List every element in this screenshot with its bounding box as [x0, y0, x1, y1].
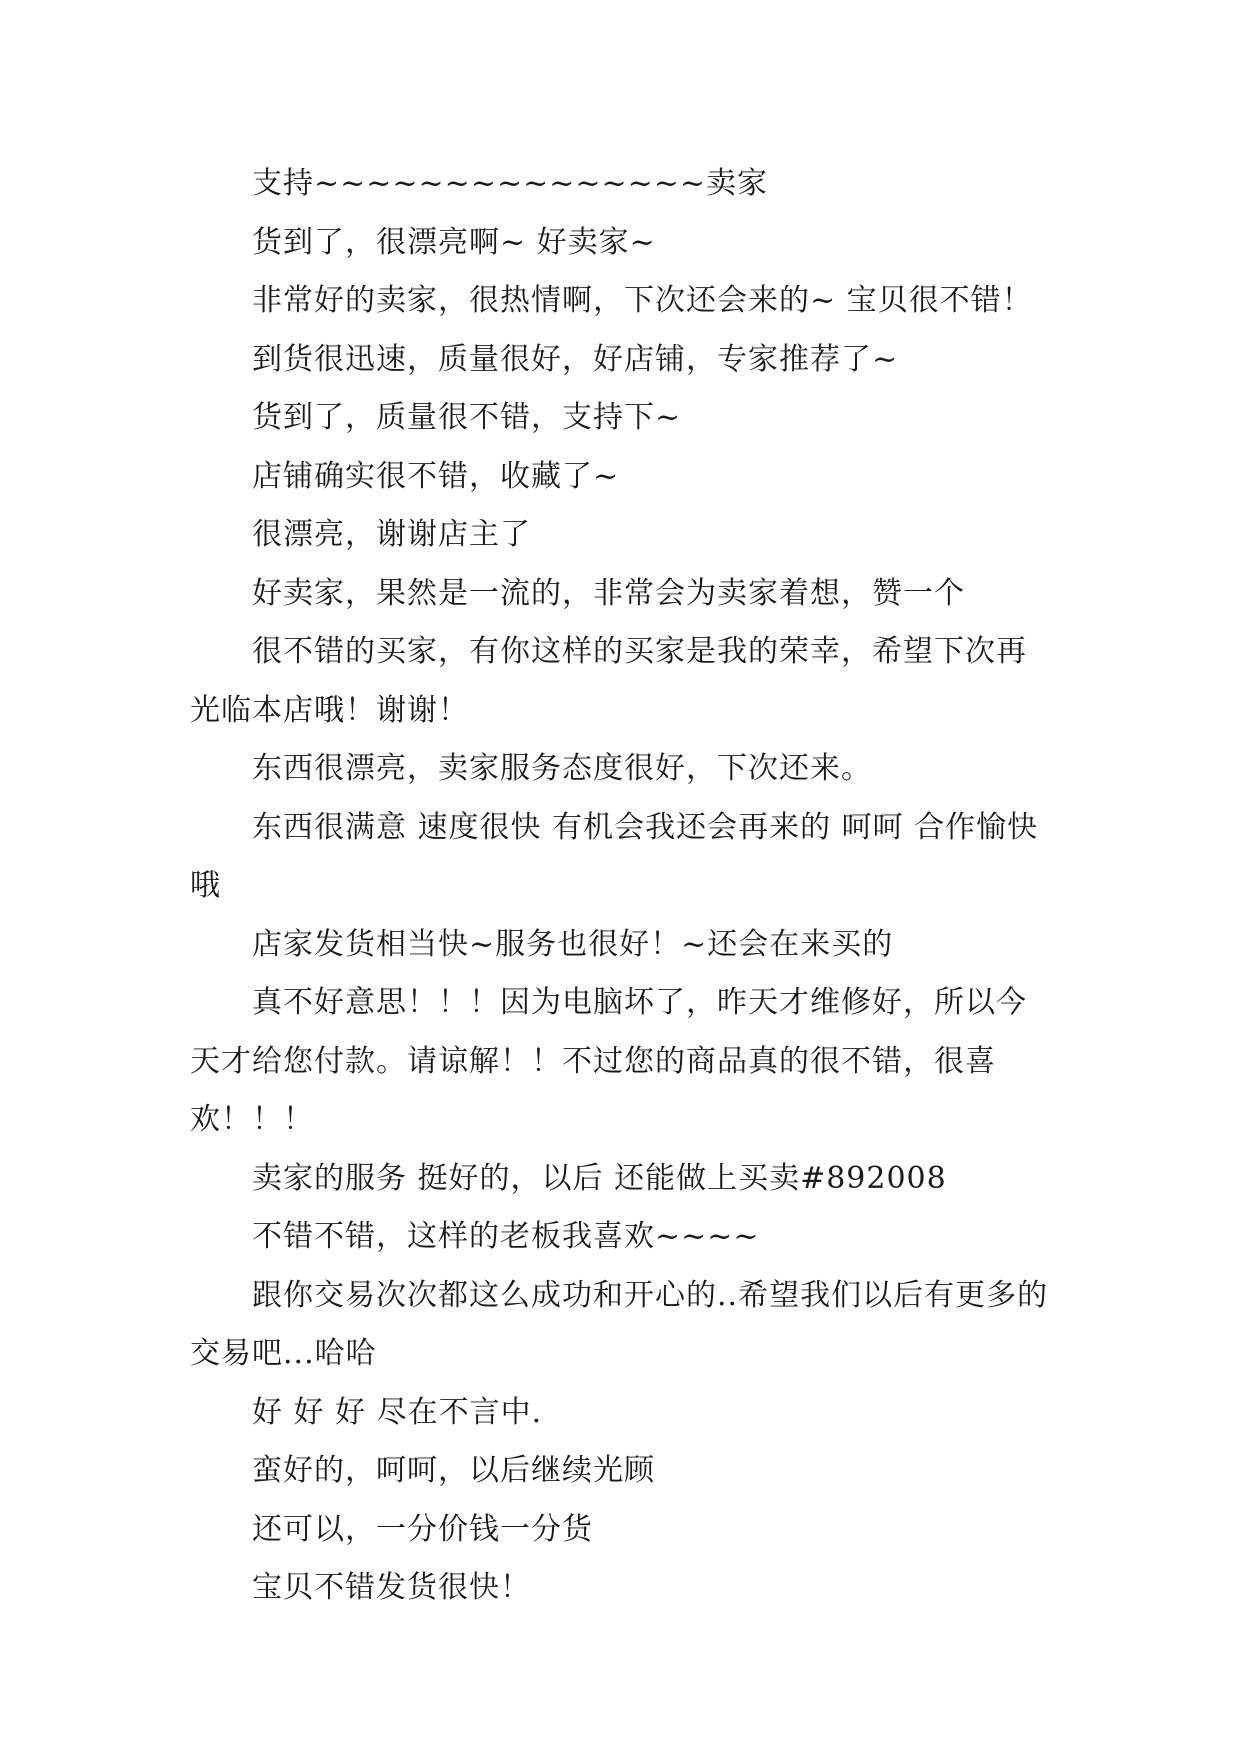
paragraph: 蛮好的，呵呵，以后继续光顾 [252, 1453, 655, 1488]
paragraph: 东西很满意 速度很快 有机会我还会再来的 呵呵 合作愉快哦 [190, 809, 1039, 903]
paragraph: 不错不错，这样的老板我喜欢~~~~ [252, 1219, 760, 1254]
paragraph: 店家发货相当快~服务也很好！~还会在来买的 [252, 926, 894, 962]
paragraph: 好卖家，果然是一流的，非常会为卖家着想，赞一个 [252, 575, 965, 611]
paragraph: 卖家的服务 挺好的，以后 还能做上买卖#892008 [252, 1160, 947, 1196]
paragraph: 货到了，很漂亮啊~ 好卖家~ [252, 224, 656, 260]
paragraph: 宝贝不错发货很快！ [252, 1570, 531, 1605]
document-body [190, 155, 1050, 1618]
paragraph: 很不错的买家，有你这样的买家是我的荣幸，希望下次再光临本店哦！谢谢！ [190, 634, 1027, 728]
paragraph: 好 好 好 尽在不言中. [252, 1394, 543, 1430]
paragraph: 店铺确实很不错，收藏了~ [252, 458, 620, 494]
paragraph: 很漂亮，谢谢店主了 [252, 517, 531, 552]
paragraph: 东西很漂亮，卖家服务态度很好，下次还来。 [252, 751, 872, 786]
paragraph: 非常好的卖家，很热情啊，下次还会来的~ 宝贝很不错！ [252, 283, 1033, 318]
paragraph: 到货很迅速，质量很好，好店铺，专家推荐了~ [252, 341, 899, 377]
paragraph: 支持~~~~~~~~~~~~~~~卖家 [252, 166, 769, 201]
paragraph: 跟你交易次次都这么成功和开心的..希望我们以后有更多的交易吧...哈哈 [190, 1277, 1049, 1371]
paragraph: 货到了，质量很不错，支持下~ [252, 400, 682, 435]
paragraph: 真不好意思！！！因为电脑坏了，昨天才维修好，所以今天才给您付款。请谅解！！不过您的商品真的很不错，很喜欢！！！ [190, 985, 1027, 1137]
paragraph: 还可以，一分价钱一分货 [252, 1511, 593, 1547]
